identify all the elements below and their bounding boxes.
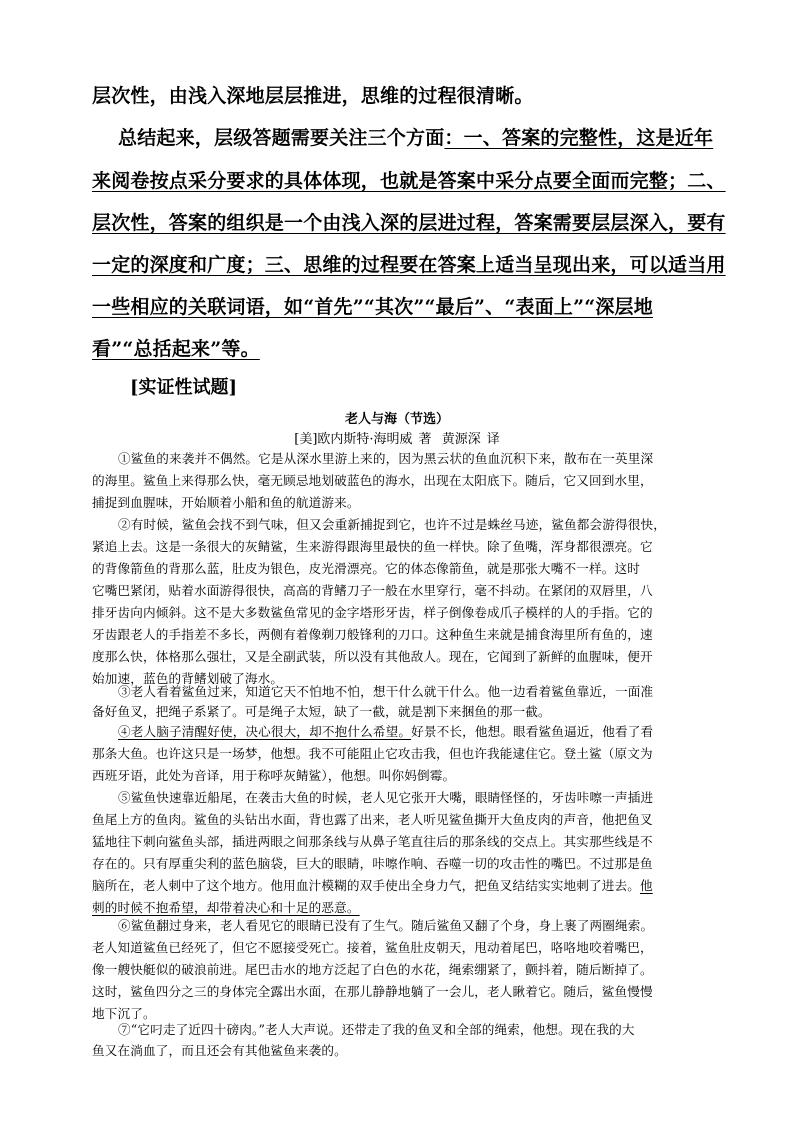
story-title: 老人与海（节选）: [344, 412, 449, 427]
story-line: [92, 878, 712, 893]
story-line: 刺的时候不抱希望，却带着决心和十足的恶意。: [92, 900, 360, 915]
story-line: ①鲨鱼的来袭并不偶然。它是从深水里游上来的，因为黑云状的鱼血沉积下来，散布在一英里深: [118, 451, 654, 466]
story-line: 的背像箭鱼的背那么蓝，肚皮为银色，皮光滑漂亮。它的体态像箭鱼，就是那张大嘴不一样。这时: [92, 561, 640, 576]
commentary-line-4: 层次性，答案的组织是一个由浅入深的层进过程，答案需要层层深入，要有: [92, 212, 726, 234]
story-line: 它嘴巴紧闭，贴着水面游得很快，高高的背鳍刀子一般在水里穿行，毫不抖动。在紧闭的双唇里，八: [92, 583, 653, 598]
story-line: 地下沉了。: [92, 1006, 156, 1021]
story-line: 那条大鱼。也许这只是一场梦，他想。我不可能阻止它攻击我，但也许我能逮住它。登土鲨（原文为: [92, 746, 653, 761]
author-name: [美]欧内斯特·海明威: [294, 432, 413, 447]
story-byline: [0, 432, 794, 448]
story-line: 西班牙语，此处为音译，用于称呼灰鲭鲨），他想。叫你妈倒霉。: [92, 768, 456, 783]
story-line: 始加速，蓝色的背鳍划破了海水。: [92, 671, 284, 686]
author-role: 著: [418, 432, 432, 447]
translator-role: 译: [486, 432, 500, 447]
story-line: ②有时候，鲨鱼会找不到气味，但又会重新捕捉到它，也许不过是蛛丝马迹，鲨鱼都会游得很快，: [118, 517, 666, 532]
underlined-phrase: ④老人脑子清醒好使，决心很大，却不抱什么希望。: [118, 724, 412, 739]
story-line: ⑤鲨鱼快速靠近船尾，在袭击大鱼的时候，老人见它张开大嘴，眼睛怪怪的，牙齿咔嚓一声插进: [118, 790, 654, 805]
story-line: 紧追上去。这是一条很大的灰鲭鲨，生来游得跟海里最快的鱼一样快。除了鱼嘴，浑身都很漂亮。它: [92, 539, 653, 554]
underlined-phrase: 他: [639, 878, 653, 893]
story-line: 鱼又在淌血了，而且还会有其他鲨鱼来袭的。: [92, 1043, 347, 1058]
commentary-line-5: 一定的深度和广度；三、思维的过程要在答案上适当呈现出来，可以适当用: [92, 254, 726, 276]
story-line: 像一艘快艇似的破浪前进。尾巴击水的地方泛起了白色的水花，绳索绷紧了，颤抖着，随后断掉了。: [92, 962, 653, 977]
story-line: ⑦“它叼走了近四十磅肉。”老人大声说。还带走了我的鱼叉和全部的绳索，他想。现在我的大: [118, 1022, 635, 1037]
commentary-line-6: 一些相应的关联词语，如“首先”“其次”“最后”、“表面上”“深层地: [92, 296, 653, 318]
commentary-line-2: [118, 129, 738, 148]
summary-lead: 总结起来，层级答题需要关注三个方面: [118, 127, 445, 149]
story-line: 的海里。鲨鱼上来得那么快，毫无顾忌地划破蓝色的海水，出现在太阳底下。随后，它又回到水里，: [92, 473, 653, 488]
story-line: 牙齿跟老人的手指差不多长，两侧有着像剃刀般锋利的刀口。这种鱼生来就是捕食海里所有鱼的，速: [92, 627, 653, 642]
commentary-line-1: 层次性，由浅入深地层层推进，思维的过程很清晰。: [92, 85, 534, 107]
section-heading: [实证性试题]: [130, 377, 238, 398]
story-line: 猛地往下刺向鲨鱼头部，插进两眼之间那条线与从鼻子笔直往后的那条线的交点上。其实那些线是不: [92, 834, 653, 849]
story-line: ⑥鲨鱼翻过身来，老人看见它的眼睛已没有了生气。随后鲨鱼又翻了个身，身上裹了两圈绳索。: [118, 918, 654, 933]
commentary-line-7: 看”“总括起来”等。: [92, 338, 260, 360]
story-line: 备好鱼叉，把绳子系紧了。可是绳子太短，缺了一截，就是割下来捆鱼的那一截。: [92, 704, 551, 719]
story-text: 好景不长，他想。眼看鲨鱼逼近，他看了看: [411, 724, 654, 739]
story-line: 老人知道鲨鱼已经死了，但它不愿接受死亡。接着，鲨鱼肚皮朝天，甩动着尾巴，咯咯地咬着嘴巴，: [92, 940, 653, 955]
story-text: 脑所在，老人刺中了这个地方。他用血汁模糊的双手使出全身力气，把鱼叉结结实实地刺了进去。: [92, 878, 640, 893]
summary-point-one: ：一、答案的完整性，这是近年: [444, 127, 714, 149]
translator-name: 黄源深: [441, 432, 481, 447]
story-line: [118, 724, 712, 739]
story-line: 排牙齿向内倾斜。这不是大多数鲨鱼常见的金字塔形牙齿，样子倒像卷成爪子模样的人的手指。它的: [92, 605, 653, 620]
story-line: 鱼尾上方的鱼肉。鲨鱼的头钻出水面，背也露了出来，老人听见鲨鱼撕开大鱼皮肉的声音，他把鱼叉: [92, 812, 653, 827]
commentary-line-3: 来阅卷按点采分要求的具体体现，也就是答案中采分点要全面而完整；二、: [92, 170, 726, 192]
story-line: ③老人看着鲨鱼过来，知道它天不怕地不怕，想干什么就干什么。他一边看着鲨鱼靠近，一面准: [118, 684, 654, 699]
story-line: 捕捉到血腥味，开始顺着小船和鱼的航道游来。: [92, 495, 360, 510]
story-line: 度那么快，体格那么强壮，又是全副武装，所以没有其他敌人。现在，它闻到了新鲜的血腥味，便开: [92, 649, 653, 664]
story-line: 存在的。只有厚重尖利的蓝色脑袋，巨大的眼睛，咔嚓作响、吞噬一切的攻击性的嘴巴。不过那是鱼: [92, 856, 653, 871]
story-line: 这时，鲨鱼四分之三的身体完全露出水面，在那儿静静地躺了一会儿，老人瞅着它。随后，鲨鱼慢慢: [92, 984, 653, 999]
